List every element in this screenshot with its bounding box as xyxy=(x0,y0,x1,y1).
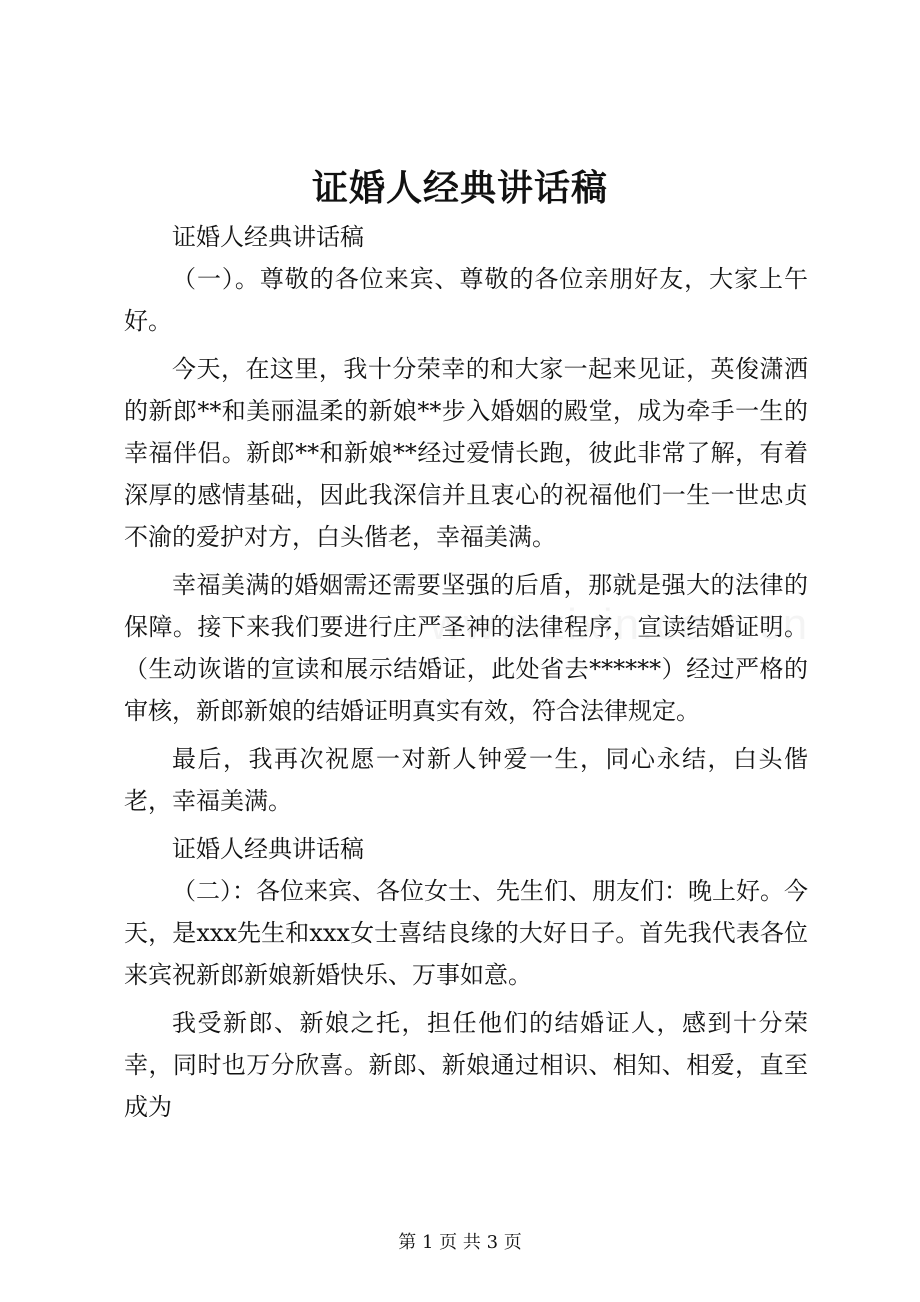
paragraph: （一）。尊敬的各位来宾、尊敬的各位亲朋好友，大家上午好。 xyxy=(124,265,808,335)
paragraph: 今天，在这里，我十分荣幸的和大家一起来见证，英俊潇洒的新郎**和美丽温柔的新娘**步入婚姻的殿堂，成为牵手一生的幸福伴侣。新郎**和新娘**经过爱情长跑，彼此非常了解，有着深厚的感情基础，因此我深信并且衷心的祝福他们一生一世忠贞不渝的爱护对方，白头偕老，幸福美满。 xyxy=(124,355,808,551)
paragraph-heading-1: 证婚人经典讲话稿 xyxy=(172,223,364,251)
paragraph: （二）：各位来宾、各位女士、先生们、朋友们：晚上好。今天，是xxx先生和xxx女士喜结良缘的大好日子。首先我代表各位来宾祝新郎新娘新婚快乐、万事如意。 xyxy=(124,877,808,989)
paragraph: 我受新郎、新娘之托，担任他们的结婚证人，感到十分荣幸，同时也万分欣喜。新郎、新娘通过相识、相知、相爱，直至成为 xyxy=(124,1009,808,1121)
paragraph: 幸福美满的婚姻需还需要坚强的后盾，那就是强大的法律的保障。接下来我们要进行庄严圣神的法律程序，宣读结婚证明。（生动诙谐的宣读和展示结婚证，此处省去******）经过严格的审核，新郎新娘的结婚证明真实有效，符合法律规定。 xyxy=(124,571,808,725)
document-body xyxy=(124,216,808,1128)
page-number-footer: 第 1 页 共 3 页 xyxy=(398,1232,522,1253)
paragraph-heading-2: 证婚人经典讲话稿 xyxy=(172,835,364,863)
paragraph: 最后，我再次祝愿一对新人钟爱一生，同心永结，白头偕老，幸福美满。 xyxy=(124,745,808,815)
document-title: 证婚人经典讲话稿 xyxy=(311,167,608,209)
